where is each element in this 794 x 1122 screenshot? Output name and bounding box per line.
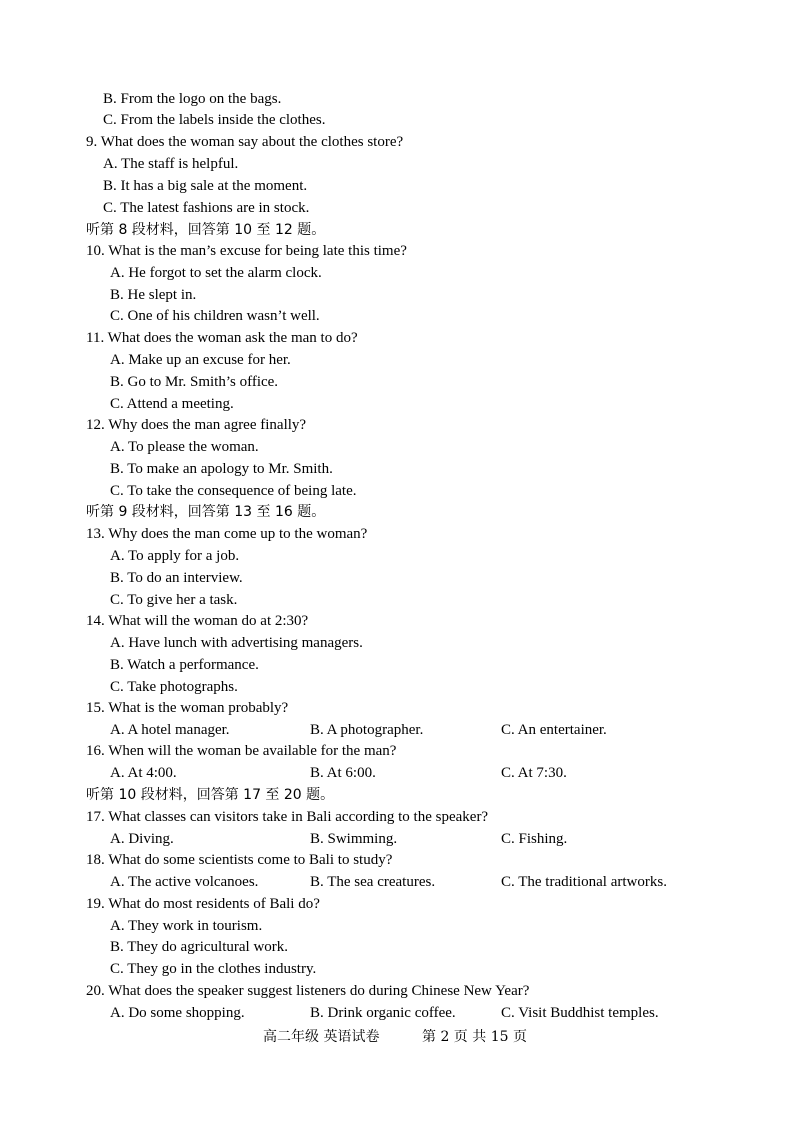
question-19-option-c: C. They go in the clothes industry. [110, 961, 317, 977]
question-9-option-a: A. The staff is helpful. [103, 156, 239, 172]
question-18-option-a: A. The active volcanoes. [110, 874, 259, 890]
question-16-option-c: C. At 7:30. [501, 765, 567, 781]
question-20-option-a: A. Do some shopping. [110, 1005, 245, 1021]
footer-exam-label: 高二年级 英语试卷 [263, 1029, 380, 1045]
question-11-option-c: C. Attend a meeting. [110, 396, 234, 412]
section-heading-10: 听第 10 段材料，回答第 17 至 20 题。 [86, 787, 335, 803]
question-11-option-b: B. Go to Mr. Smith’s office. [110, 374, 279, 390]
question-9-stem: 9. What does the woman say about the clothes store? [86, 134, 404, 150]
question-14-option-b: B. Watch a performance. [110, 657, 259, 673]
question-10-option-a: A. He forgot to set the alarm clock. [110, 265, 322, 281]
question-10-option-b: B. He slept in. [110, 287, 197, 303]
option-b: B. From the logo on the bags. [103, 91, 282, 107]
footer-page-number: 第 2 页 共 15 页 [422, 1029, 527, 1045]
question-16-option-b: B. At 6:00. [310, 765, 376, 781]
question-13-stem: 13. Why does the man come up to the woman? [86, 526, 368, 542]
question-15-option-b: B. A photographer. [310, 722, 424, 738]
question-10-option-c: C. One of his children wasn’t well. [110, 308, 320, 324]
question-19-option-a: A. They work in tourism. [110, 918, 263, 934]
question-13-option-a: A. To apply for a job. [110, 548, 240, 564]
question-18-stem: 18. What do some scientists come to Bali to study? [86, 852, 393, 868]
question-19-option-b: B. They do agricultural work. [110, 939, 289, 955]
question-10-stem: 10. What is the man’s excuse for being late this time? [86, 243, 407, 259]
question-17-option-a: A. Diving. [110, 831, 174, 847]
question-14-option-c: C. Take photographs. [110, 679, 238, 695]
option-c: C. From the labels inside the clothes. [103, 112, 326, 128]
question-15-stem: 15. What is the woman probably? [86, 700, 289, 716]
question-18-option-b: B. The sea creatures. [310, 874, 436, 890]
question-17-option-c: C. Fishing. [501, 831, 568, 847]
question-11-option-a: A. Make up an excuse for her. [110, 352, 291, 368]
question-19-stem: 19. What do most residents of Bali do? [86, 896, 320, 912]
question-17-stem: 17. What classes can visitors take in Bali according to the speaker? [86, 809, 489, 825]
question-16-option-a: A. At 4:00. [110, 765, 177, 781]
question-12-stem: 12. Why does the man agree finally? [86, 417, 307, 433]
question-14-stem: 14. What will the woman do at 2:30? [86, 613, 309, 629]
question-17-option-b: B. Swimming. [310, 831, 398, 847]
question-12-option-c: C. To take the consequence of being late. [110, 483, 357, 499]
question-12-option-b: B. To make an apology to Mr. Smith. [110, 461, 333, 477]
section-heading-8: 听第 8 段材料，回答第 10 至 12 题。 [86, 222, 326, 238]
question-13-option-c: C. To give her a task. [110, 592, 238, 608]
section-heading-9: 听第 9 段材料，回答第 13 至 16 题。 [86, 504, 326, 520]
question-20-option-c: C. Visit Buddhist temples. [501, 1005, 659, 1021]
question-15-option-a: A. A hotel manager. [110, 722, 230, 738]
question-12-option-a: A. To please the woman. [110, 439, 259, 455]
question-14-option-a: A. Have lunch with advertising managers. [110, 635, 363, 651]
question-11-stem: 11. What does the woman ask the man to do? [86, 330, 358, 346]
question-9-option-b: B. It has a big sale at the moment. [103, 178, 308, 194]
question-20-option-b: B. Drink organic coffee. [310, 1005, 456, 1021]
question-15-option-c: C. An entertainer. [501, 722, 607, 738]
question-18-option-c: C. The traditional artworks. [501, 874, 667, 890]
question-20-stem: 20. What does the speaker suggest listeners do during Chinese New Year? [86, 983, 530, 999]
question-13-option-b: B. To do an interview. [110, 570, 243, 586]
question-9-option-c: C. The latest fashions are in stock. [103, 200, 310, 216]
question-16-stem: 16. When will the woman be available for the man? [86, 743, 397, 759]
